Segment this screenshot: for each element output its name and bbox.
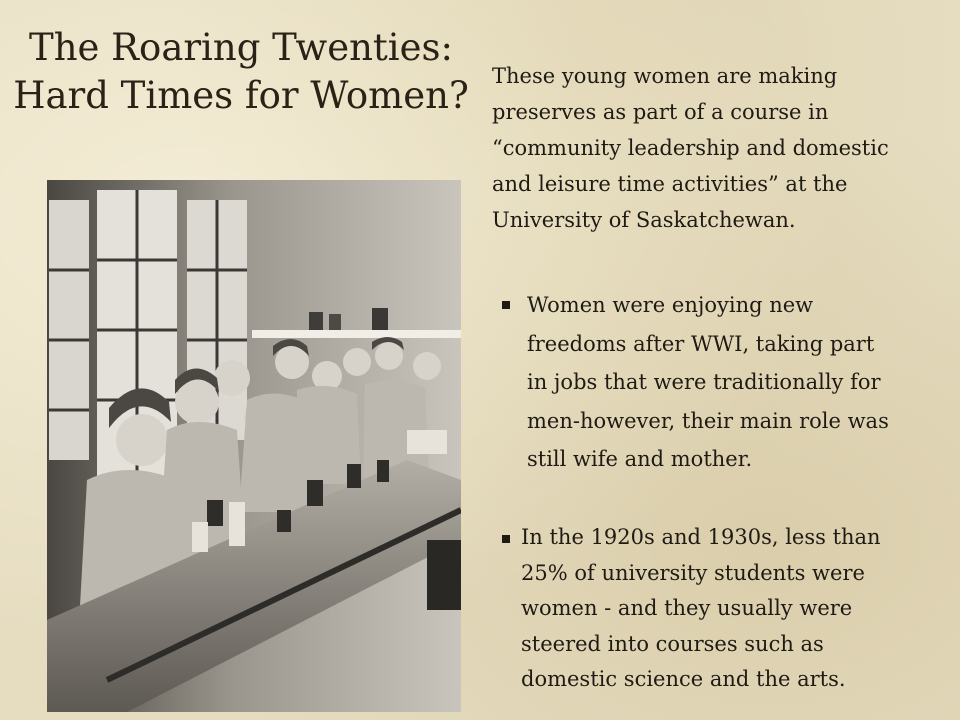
slide-title [0,24,482,120]
historical-photo [47,180,461,712]
bullet-line: women - and they usually were [521,596,853,620]
caption-line: These young women are making [492,64,838,88]
bullet-line: Women were enjoying new [527,293,814,317]
caption-line: “community leadership and domestic [492,136,889,160]
caption-line: University of Saskatchewan. [492,208,796,232]
photo-caption [492,58,960,238]
bullet-line: in jobs that were traditionally for [527,370,881,394]
bullet-line: 25% of university students were [521,560,865,585]
bullet-line: still wife and mother. [527,447,753,471]
bullet-line: steered into courses such as [521,631,824,656]
bullet-line: domestic science and the arts. [521,667,846,691]
bullet-line: men-however, their main role was [527,408,889,433]
square-bullet-icon [502,535,510,543]
caption-line: and leisure time activities” at the [492,172,848,196]
title-line-1: The Roaring Twenties: [29,26,453,69]
title-line-2: Hard Times for Women? [13,74,469,117]
photo-illustration [47,180,461,712]
bullet-line: In the 1920s and 1930s, less than [521,525,881,549]
caption-line: preserves as part of a course in [492,100,829,124]
bullet-line: freedoms after WWI, taking part [527,331,875,356]
square-bullet-icon [502,301,510,309]
